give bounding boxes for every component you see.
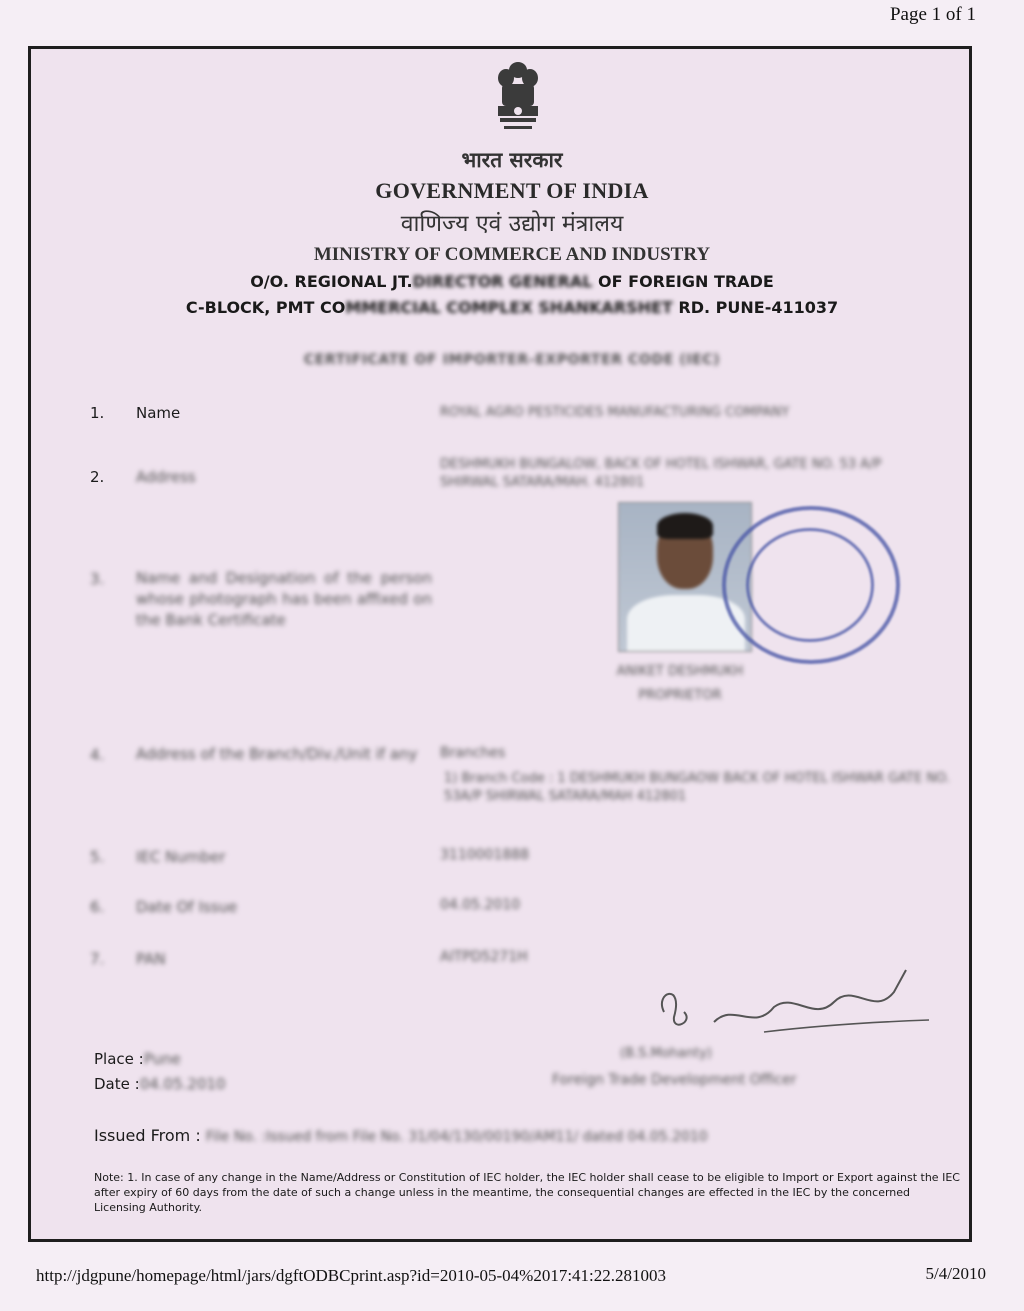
footer-url: http://jdgpune/homepage/html/jars/dgftODBCprint.asp?id=2010-05-04%2017:41:22.281003: [36, 1266, 667, 1285]
field-value-address: DESHMUKH BUNGALOW, BACK OF HOTEL ISHWAR, GATE NO. 53 A/P SHIRWAL SATARA/MAH. 412801: [440, 457, 882, 490]
office-heading: O/O. REGIONAL JT.DIRECTOR GENERAL OF FOREIGN TRADE: [250, 272, 774, 291]
field-value-iec-number: 3110001888: [440, 847, 530, 863]
officer-title: Foreign Trade Development Officer: [552, 1072, 797, 1088]
field-label: PAN: [136, 950, 166, 968]
field-number: 3.: [90, 570, 105, 588]
certificate-title: CERTIFICATE OF IMPORTER-EXPORTER CODE (IEC): [303, 352, 721, 368]
field-number: 2.: [90, 468, 105, 486]
officer-name: (B.S.Mohanty): [620, 1046, 712, 1061]
place-row: Place :Pune: [94, 1050, 181, 1068]
field-number: 5.: [90, 848, 105, 866]
field-value-branch: 1) Branch Code : 1 DESHMUKH BUNGAOW BACK OF HOTEL ISHWAR GATE NO. 53A/P SHIRWAL SATARA/MAH 412801: [444, 771, 950, 804]
field-label: Address of the Branch/Div./Unit if any: [136, 745, 418, 763]
official-stamp-icon: [722, 506, 900, 664]
field-number: 6.: [90, 898, 105, 916]
national-emblem-icon: [488, 56, 548, 138]
ministry-heading: MINISTRY OF COMMERCE AND INDUSTRY: [313, 244, 711, 265]
field-value-branches-heading: Branches: [440, 745, 506, 761]
officer-signature: [644, 962, 944, 1052]
field-label: Date Of Issue: [136, 898, 238, 916]
field-label: IEC Number: [136, 848, 226, 866]
certificate-note: Note: 1. In case of any change in the Name/Address or Constitution of IEC holder, the IEC holder shall cease to be eligible to Import or Export against the IEC after expiry of 60 days from the date of such a change unless in the meantime, the consequential changes are effected in the IEC by the concerned Licensing Authority.: [94, 1171, 960, 1214]
hindi-ministry-heading: वाणिज्य एवं उद्योग मंत्रालय: [400, 211, 624, 237]
page-number: Page 1 of 1: [889, 4, 976, 25]
field-value-pan: AITPD5271H: [440, 949, 528, 965]
office-address: C-BLOCK, PMT COMMERCIAL COMPLEX SHANKARSHET RD. PUNE-411037: [185, 298, 839, 317]
hindi-government-heading: भारत सरकार: [461, 148, 563, 172]
field-number: 1.: [90, 404, 105, 422]
field-label: Name: [136, 404, 181, 422]
issued-from-row: Issued From : File No. :Issued from File No. 31/04/130/00190/AM11/ dated 04.05.2010: [94, 1126, 708, 1145]
field-label: Address: [136, 468, 196, 486]
government-heading: GOVERNMENT OF INDIA: [375, 178, 649, 203]
date-row: Date :04.05.2010: [94, 1075, 226, 1093]
field-value-date-of-issue: 04.05.2010: [440, 897, 521, 913]
field-label: Name and Designation of the person whose photograph has been affixed on the Bank Certificate: [136, 569, 432, 629]
footer-date: 5/4/2010: [925, 1264, 986, 1283]
photo-caption-name: ANIKET DESHMUKH: [616, 664, 744, 679]
photo-caption-designation: PROPRIETOR: [638, 688, 722, 703]
field-number: 4.: [90, 746, 105, 764]
field-value-name: ROYAL AGRO PESTICIDES MANUFACTURING COMPANY: [440, 405, 790, 420]
field-number: 7.: [90, 950, 105, 968]
